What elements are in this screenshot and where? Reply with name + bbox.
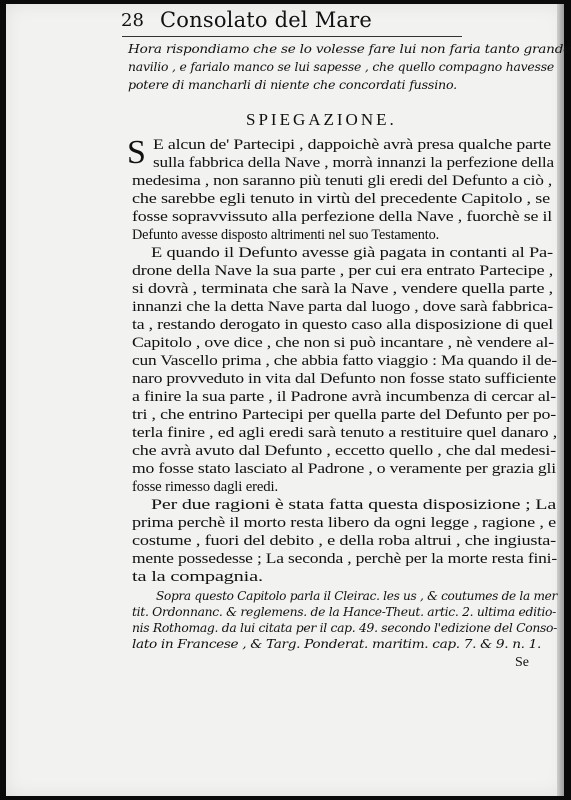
text-line: tri , che entrino Partecipi per quella parte del Defunto per po-: [132, 407, 556, 423]
section-heading: SPIEGAZIONE.: [246, 110, 397, 129]
intro-line: Hora rispondiamo che se lo volesse fare lui non faria tanto grande: [128, 41, 571, 56]
text-line: medesima , non saranno più tenuti gli eredi del Defunto a ciò ,: [132, 173, 552, 189]
intro-line: potere di mancharli di niente che concordati fussino.: [128, 77, 457, 92]
text-line: ta la compagnia.: [132, 569, 263, 585]
page-number: 28: [121, 10, 144, 31]
text-line: costume , fuori del debito , e della roba altrui , che ingiusta-: [132, 533, 556, 549]
text-line: si dovrà , terminata che sarà la Nave , vendere quella parte ,: [132, 281, 553, 297]
text-line: naro provveduto in vita dal Defunto non fosse stato sufficiente: [132, 371, 556, 387]
text-line: fosse rimesso dagli eredi.: [132, 479, 278, 495]
text-line: terla finire , ed agli eredi sarà tenuto a restituire quel danaro ,: [132, 425, 557, 441]
page-edge-shadow: [557, 4, 564, 796]
note-line: nis Rothomag. da lui citata per il cap. 49. secondo l'edizione del Conso-: [132, 621, 557, 635]
text-line: prima perchè il morto resta libero da ogni legge , ragione , e: [132, 515, 556, 531]
text-line: E quando il Defunto avesse già pagata in contanti al Pa-: [151, 245, 553, 261]
catchword: Se: [515, 655, 529, 670]
text-line: innanzi che la detta Nave parta dal luogo , dove sarà fabbrica-: [132, 299, 553, 315]
text-line: Defunto avesse disposto altrimenti nel suo Testamento.: [132, 227, 439, 243]
text-line: mo fosse stato lasciato al Padrone , o veramente per grazia gli: [132, 461, 556, 477]
drop-cap: S: [127, 134, 146, 171]
text-line: ta , restando derogato in questo caso alla disposizione di quel: [132, 317, 553, 333]
running-title: Consolato del Mare: [160, 8, 373, 32]
note-line: lato in Francese , & Targ. Ponderat. maritim. cap. 7. & 9. n. 1.: [132, 637, 541, 651]
intro-line: navilio , e farialo manco se lui sapesse , che quello compagno havesse: [128, 59, 554, 74]
note-line: Sopra questo Capitolo parla il Cleirac. les us , & coutumes de la mer: [156, 589, 557, 603]
text-line: sulla fabbrica della Nave , morrà innanzi la perfezione della: [153, 155, 554, 171]
text-line: fosse sopravvissuto alla perfezione della Nave , fuorchè se il: [132, 209, 552, 225]
text-line: drone della Nave la sua parte , per cui era entrato Partecipe ,: [132, 263, 553, 279]
text-line: E alcun de' Partecipi , dappoichè avrà presa qualche parte: [153, 137, 551, 153]
header-rule: [122, 36, 462, 37]
note-line: tit. Ordonnanc. & reglemens. de la Hance-Theut. artic. 2. ultima editio-: [132, 605, 556, 619]
page-header: [121, 8, 481, 34]
text-line: mente possedesse ; La seconda , perchè per la morte resta fini-: [132, 551, 557, 567]
text-line: a finire la sua parte , il Padrone avrà incumbenza di cercar al-: [132, 389, 556, 405]
text-line: Capitolo , ove dice , che non si può incantare , nè vendere al-: [132, 335, 554, 351]
text-line: che sarebbe egli tenuto in virtù del precedente Capitolo , se: [132, 191, 550, 207]
text-line: che avrà avuto dal Defunto , eccetto quello , che dal medesi-: [132, 443, 556, 459]
text-line: Per due ragioni è stata fatta questa disposizione ; La: [151, 497, 556, 513]
text-line: cun Vascello prima , che abbia fatto viaggio : Ma quando il de-: [132, 353, 557, 369]
